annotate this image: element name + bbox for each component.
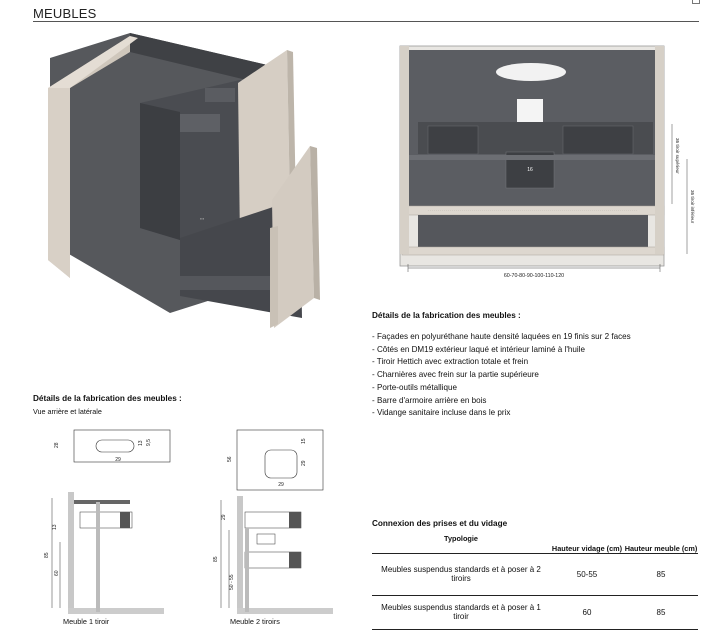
col-typologie: Typologie: [444, 534, 478, 543]
dim-85: 85: [44, 552, 50, 558]
dim-13: 13: [138, 440, 144, 446]
dim-29: 29: [115, 457, 121, 463]
diagram-meuble-2-tiroirs: [205, 422, 355, 627]
col-hauteur-meuble: Hauteur meuble (cm): [624, 543, 698, 553]
dim-9-5: 9,5: [146, 439, 152, 446]
caption-meuble-1-tiroir: Meuble 1 tiroir: [63, 617, 110, 626]
caption-meuble-2-tiroirs: Meuble 2 tiroirs: [230, 617, 280, 626]
connection-heading: Connexion des prises et du vidage: [372, 519, 508, 528]
lower-drawer-dimension: 36 tiroir inférieur: [690, 190, 695, 224]
connection-table: [372, 531, 698, 630]
cabinet-render-image: [30, 28, 330, 333]
dim-15: 15: [301, 438, 307, 444]
details-item: - Charnières avec frein sur la partie supérieure: [372, 370, 539, 380]
details-item: - Façades en polyuréthane haute densité laquées en 19 finis sur 2 faces: [372, 332, 631, 341]
table-row: [372, 595, 698, 629]
details-item: - Tiroir Hettich avec extraction totale et frein: [372, 357, 529, 367]
dim-29-side: 29: [221, 514, 227, 520]
cell-meuble: 85: [656, 569, 666, 579]
col-hauteur-vidage: Hauteur vidage (cm): [551, 543, 623, 553]
dim-13-side: 13: [52, 524, 58, 530]
upper-drawer-dimension: 36 tiroir supérieur: [675, 138, 680, 174]
details-heading: Détails de la fabrication des meubles :: [372, 311, 521, 320]
page-title: MEUBLES: [33, 6, 97, 21]
cell-vidage: 50-55: [576, 569, 598, 579]
cell-meuble: 85: [656, 607, 666, 617]
width-dimension-label: 60-70-80-90-100-110-120: [503, 273, 565, 279]
cell-typologie: Meubles suspendus standards et à poser à 1 tiroir: [381, 603, 541, 621]
left-section-subheading: Vue arrière et latérale: [33, 407, 102, 416]
diagram-meuble-1-tiroir: [32, 422, 182, 627]
details-item: - Côtés en DM19 extérieur laqué et intérieur laminé à l'huile: [372, 344, 585, 354]
dim-60: 60: [54, 570, 60, 576]
dim-50-55: 50 - 55: [229, 574, 235, 590]
details-item: - Porte-outils métallique: [372, 382, 458, 392]
corner-mark: [692, 0, 700, 4]
cell-vidage: 60: [582, 607, 592, 617]
dim-29-top: 29: [278, 482, 284, 488]
dim-56: 56: [227, 456, 233, 462]
inner-dimension-label: 16: [527, 167, 533, 173]
header-divider: [33, 21, 699, 22]
dim-28: 28: [54, 442, 60, 448]
details-list: [372, 331, 631, 420]
details-item: - Vidange sanitaire incluse dans le prix: [372, 408, 511, 418]
details-item: - Barre d'armoire arrière en bois: [372, 395, 487, 405]
table-row: [372, 553, 698, 595]
cabinet-front-schematic: [398, 44, 703, 280]
cell-typologie: Meubles suspendus standards et à poser à 2 tiroirs: [381, 565, 541, 583]
left-section-heading: Détails de la fabrication des meubles :: [33, 394, 182, 403]
dim-85-side: 85: [213, 556, 219, 562]
dim-29-right: 29: [301, 460, 307, 466]
svg-text:▪▪▪: ▪▪▪: [200, 216, 205, 221]
